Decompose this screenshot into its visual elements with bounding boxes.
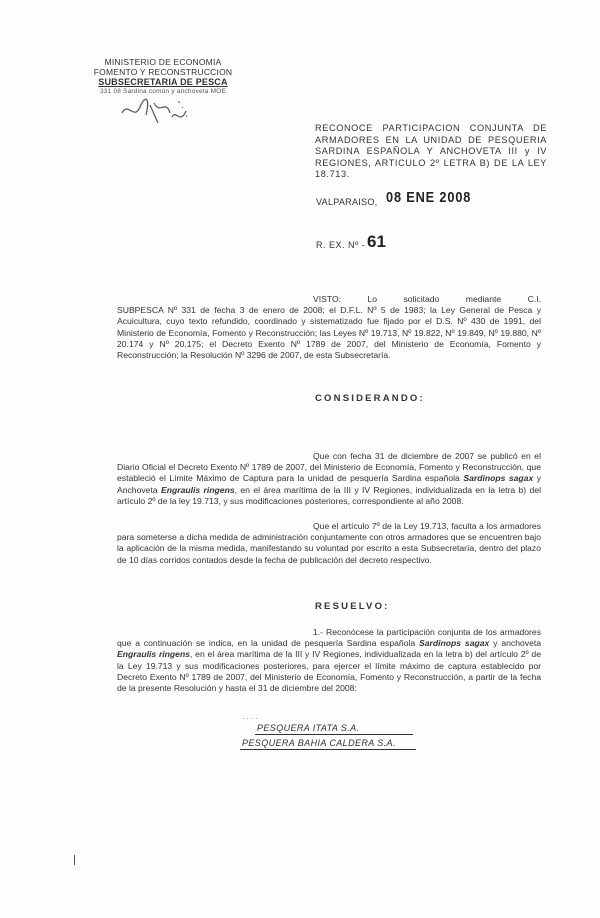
handwritten-initials-icon bbox=[120, 95, 200, 135]
visto-paragraph bbox=[117, 294, 541, 361]
resuelvo-text-b: y anchoveta bbox=[493, 638, 542, 649]
resuelvo-species-engraulis: Engraulis ringens bbox=[117, 649, 190, 660]
subsecretaria-label: SUBSECRETARIA DE PESCA bbox=[98, 77, 228, 87]
ministry-line-2: FOMENTO Y RECONSTRUCCION bbox=[93, 67, 233, 77]
armador-item: PESQUERA BAHIA CALDERA S.A. bbox=[240, 738, 416, 750]
visto-text: SUBPESCA Nº 331 de fecha 3 de enero de 2008; el D.F.L. Nº 5 de 1983; la Ley General de Pesca y Acuicultura, cuyo texto refundido, coordinado y sistematizado fue fijado por el D.S. Nº 430 de 1991, del Ministerio de Economía, Fomento y Reconstrucción; las Leyes Nº 19.713, Nº 19.822, Nº 19.849, Nº 19.880, Nº 20.174 y Nº 20.175; el Decreto Exento Nº 1789 de 2007, del Ministerio de Economía, Fomento y Reconstrucción; la Resolución Nº 3296 de 2007, de esta Subsecretaría. bbox=[117, 305, 541, 361]
species-engraulis: Engraulis ringens bbox=[161, 484, 235, 495]
considerando-paragraph-2: Que el artículo 7º de la Ley 19.713, faculta a los armadores para someterse a dicha medida de administración conjuntamente con otros armadores que se encuentren bajo la aplicación de la misma medida, manifestando su voluntad por escrito a esta Subsecretaría, dentro del plazo de 10 días corridos contados desde la fecha de publicación del decreto respectivo. bbox=[117, 521, 541, 565]
resuelvo-species-sardinops: Sardinops sagax bbox=[419, 638, 490, 649]
armador-item: PESQUERA ITATA S.A. bbox=[255, 723, 413, 735]
ministry-line-1: MINISTERIO DE ECONOMIA bbox=[104, 57, 222, 67]
visto-lead: VISTO: Lo solicitado mediante C.I. bbox=[313, 294, 541, 304]
reference-note: 331 08 Sardina común y anchoveta MOE bbox=[99, 88, 227, 95]
resuelvo-text-c: , en el área marítima de la III y IV Regiones, individualizada en la letra b) del artículo 2º de la Ley 19.713 y sus modificaciones posteriores, para ejercer el límite máximo de captura establecido por Decreto Exento Nº 1789 de 2007, del Ministerio de Economía, Fomento y Reconstrucción, a partir de la fecha de la presente Resolución y hasta el 31 de diciembre del 2008: bbox=[117, 649, 541, 694]
resolution-number: 61 bbox=[367, 232, 386, 251]
considerando-1-text-a: Que con fecha 31 de diciembre de 2007 se publicó en el Diario Oficial el Decreto Exento Nº 1789 de 2007, del Ministerio de Economía, Fomento y Reconstrucción, que estableció el Límite Máximo de Captura para la unidad de pesquería Sardina española bbox=[117, 451, 541, 484]
species-sardinops: Sardinops sagax bbox=[463, 473, 534, 484]
resuelvo-heading: RESUELVO: bbox=[315, 601, 390, 612]
resuelvo-paragraph bbox=[117, 627, 541, 694]
letterhead bbox=[78, 57, 248, 97]
considerando-1-text-b: y Anchoveta bbox=[117, 473, 542, 495]
date-stamp: 08 ENE 2008 bbox=[386, 189, 472, 206]
considerando-1-text-c: , en el área marítima de la III y IV Regiones, individualizada en la letra b) del artículo 2º de la ley 19.713, y sus modificaciones posteriores, correspondiente al año 2008. bbox=[117, 484, 542, 506]
place-label: VALPARAISO, bbox=[316, 197, 378, 207]
margin-mark bbox=[74, 855, 75, 865]
considerando-paragraph-1 bbox=[117, 451, 541, 507]
leader-dots: . . . . bbox=[242, 712, 258, 721]
resuelvo-text-a: 1.- Reconócese la participación conjunta de los armadores que a continuación se indica, en la unidad de pesquería Sardina española bbox=[117, 627, 541, 649]
resolution-label: R. EX. Nº - bbox=[316, 240, 366, 250]
considerando-heading: CONSIDERANDO: bbox=[315, 393, 425, 404]
document-title: RECONOCE PARTICIPACION CONJUNTA DE ARMADORES EN LA UNIDAD DE PESQUERIA SARDINA ESPAÑOLA Y ANCHOVETA III y IV REGIONES, ARTICULO 2º LETRA B) DE LA LEY 18.713. bbox=[315, 123, 547, 180]
